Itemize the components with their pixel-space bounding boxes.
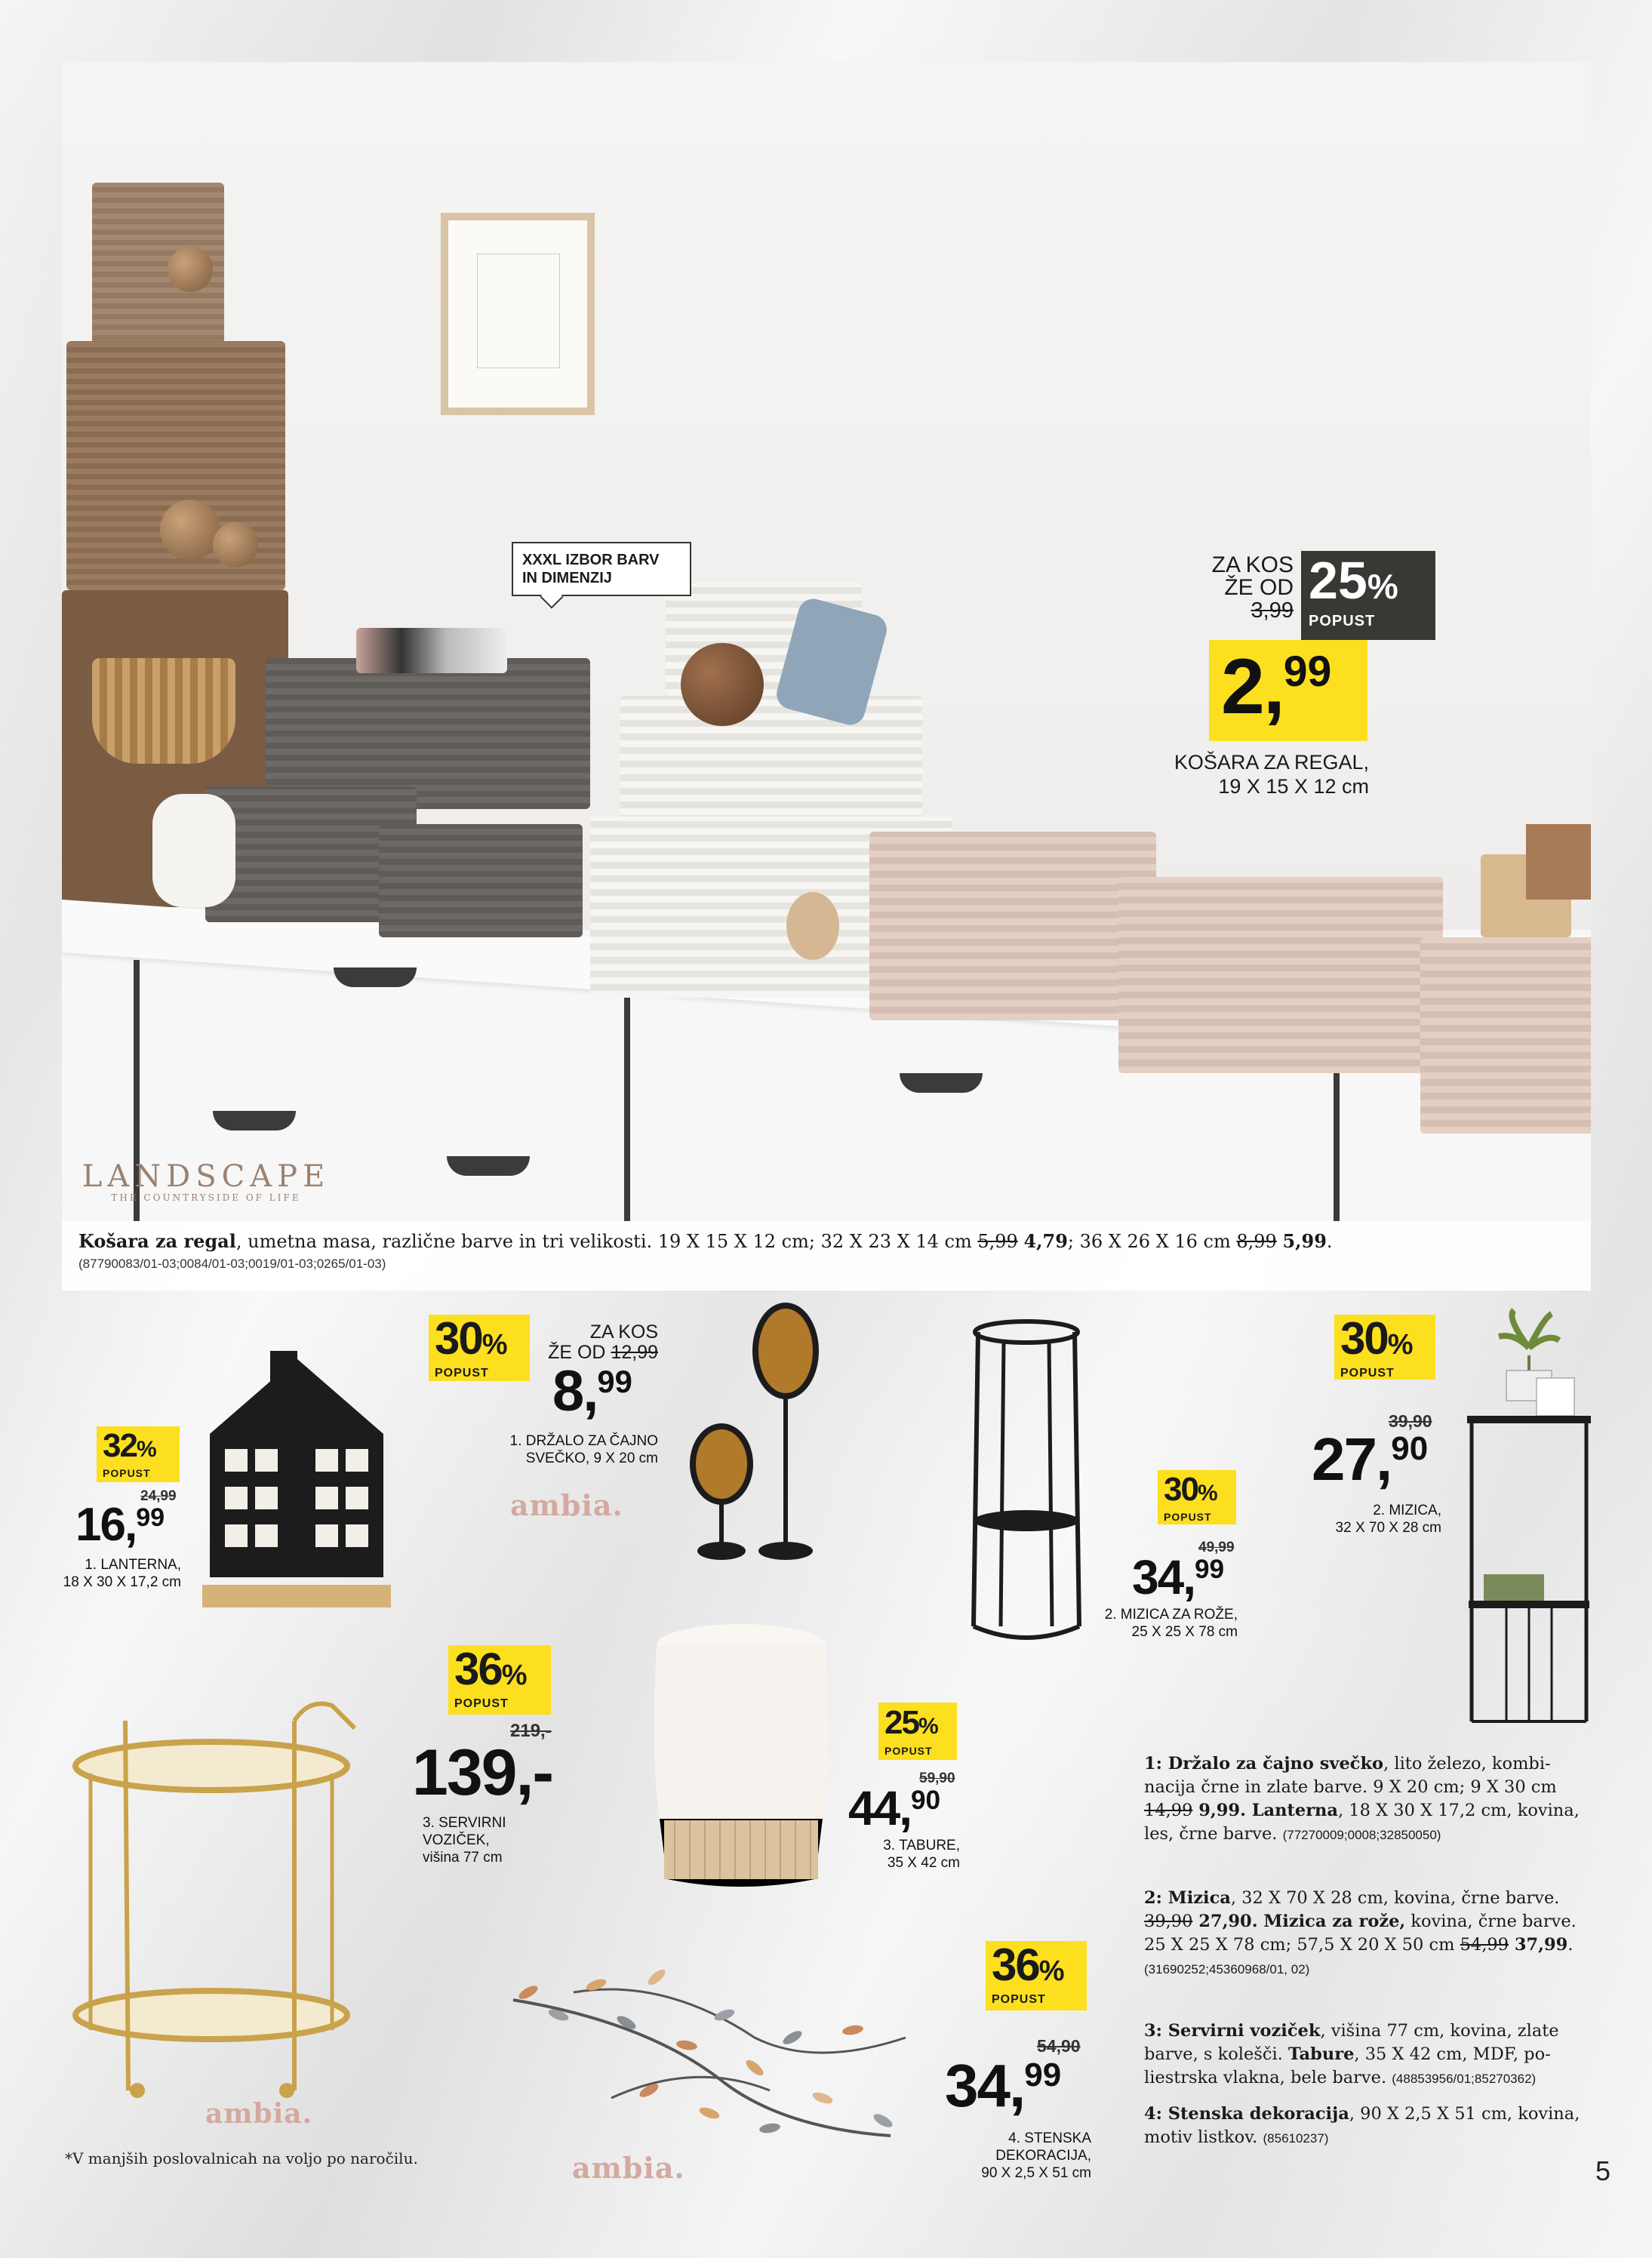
mizica-price: 27,90: [1312, 1426, 1429, 1493]
description-4: 4: Stenska dekoracija, 90 X 2,5 X 51 cm, kovina, motiv listkov. (85610237): [1144, 2104, 1580, 2147]
footnote: *V manjših poslovalnicah na voljo po naročilu.: [65, 2149, 418, 2167]
picture-frame: [441, 213, 595, 415]
side-table-image: [1461, 1303, 1597, 1729]
offer-old-price: 3,99: [1251, 598, 1294, 623]
offer-price: 2,99: [1221, 643, 1332, 731]
lanterna-price: 16,99: [75, 1499, 165, 1551]
dekoracija-label: 4. STENSKA DEKORACIJA, 90 X 2,5 X 51 cm: [981, 2130, 1091, 2181]
caption-strip: [62, 1221, 1591, 1291]
ambia-logo-3: ambia.: [572, 2151, 685, 2185]
white-pompom: [152, 794, 235, 907]
offer-product-label: KOŠARA ZA REGAL, 19 X 15 X 12 cm: [1174, 751, 1369, 798]
mizica-label: 2. MIZICA, 32 X 70 X 28 cm: [1335, 1503, 1441, 1536]
dekoracija-price: 34,99: [945, 2052, 1062, 2119]
basket-pink-2: [1118, 877, 1443, 1073]
lantern-image: [195, 1351, 400, 1615]
description-3: 3: Servirni voziček, višina 77 cm, kovina, zlate barve, s kolešči. Tabure, 35 X 42 cm, MDF, po- liestrska vlakna, bele barve. (48853956/01;85270362): [1144, 2021, 1559, 2087]
discount-badge-36b: 36% POPUST: [986, 1941, 1087, 2010]
discount-badge-25: 25% POPUST: [1301, 551, 1435, 640]
page-number: 5: [1595, 2155, 1611, 2186]
discount-badge-36: 36% POPUST: [448, 1645, 551, 1715]
dekoracija-old-price: 54,90: [1037, 2036, 1081, 2056]
tabure-old-price: 59,90: [919, 1770, 955, 1786]
description-2: 2: Mizica, 32 X 70 X 28 cm, kovina, črne barve. 39,90 27,90. Mizica za rože, kovina, črne barve. 25 X 25 X 78 cm; 57,5 X 20 X 50 cm 54,99 37,99. (31690252;45360968/01, 02): [1144, 1888, 1577, 1977]
tabure-label: 3. TABURE, 35 X 42 cm: [883, 1838, 960, 1871]
caption-text: Košara za regal, umetna masa, različne barve in tri velikosti. 19 X 15 X 12 cm; 32 X 23 X 14 cm 5,99 4,79; 36 X 26 X 16 cm 8,99 5,99.: [78, 1230, 1333, 1252]
landscape-logo: LANDSCAPE THE COUNTRYSIDE OF LIFE: [82, 1159, 331, 1203]
vozicek-label: 3. SERVIRNI VOZIČEK, višina 77 cm: [423, 1815, 506, 1866]
discount-badge-32: 32% POPUST: [97, 1426, 180, 1482]
discount-badge-25b: 25% POPUST: [878, 1703, 957, 1760]
discount-badge-30b: 30% POPUST: [1158, 1470, 1236, 1524]
ambia-logo: ambia.: [510, 1488, 623, 1522]
discount-badge-30: 30% POPUST: [429, 1315, 530, 1381]
offer-prefix-2: ŽE OD: [1224, 575, 1294, 600]
mizica-old-price: 39,90: [1389, 1411, 1432, 1431]
offer-prefix-1: ZA KOS: [1211, 552, 1294, 577]
mizica-roze-old-price: 49,99: [1198, 1540, 1235, 1555]
speech-line-1: XXXL IZBOR BARV: [522, 552, 660, 568]
books: [1526, 824, 1591, 900]
drzalo-price: 8,99: [552, 1359, 632, 1423]
basket-pink-1: [869, 832, 1156, 1020]
description-1: 1: Držalo za čajno svečko, lito železo, kombi- nacija črne in zlate barve. 9 X 20 cm; 9 X 30 cm 14,99 9,99. Lanterna, 18 X 30 X 17,2 cm, kovina, les, črne barve. (77270009;0008;32850050): [1144, 1754, 1580, 1844]
tabure-price: 44,90: [848, 1781, 941, 1835]
drzalo-label: 1. DRŽALO ZA ČAJNO SVEČKO, 9 X 20 cm: [509, 1433, 658, 1466]
discount-badge-30c: 30% POPUST: [1334, 1315, 1435, 1380]
lanterna-old-price: 24,99: [140, 1488, 177, 1504]
vozicek-old-price: 219,-: [510, 1721, 552, 1741]
mizica-roze-price: 34,99: [1132, 1550, 1225, 1604]
wooden-tag: [786, 892, 839, 960]
drzalo-prefix: ZA KOS ŽE OD 12,99: [548, 1321, 658, 1363]
wall-decoration-image: [498, 1947, 921, 2173]
basket-grey-small: [379, 824, 583, 937]
serving-cart-image: [68, 1698, 385, 2109]
stool-image: [644, 1623, 838, 1890]
candle-holder-image: [684, 1298, 842, 1570]
drum: [92, 658, 235, 764]
basket-pink-3: [1420, 937, 1591, 1134]
caption-codes: (87790083/01-03;0084/01-03;0019/01-03;0265/01-03): [78, 1257, 386, 1271]
vozicek-price: 139,-: [412, 1737, 553, 1809]
speech-bubble: [512, 542, 691, 596]
plant-stand-image: [966, 1309, 1087, 1653]
speech-line-2: IN DIMENZIJ: [522, 570, 612, 586]
mizica-roze-label: 2. MIZICA ZA ROŽE, 25 X 25 X 78 cm: [1104, 1607, 1238, 1640]
lanterna-label: 1. LANTERNA, 18 X 30 X 17,2 cm: [63, 1557, 181, 1590]
ambia-logo-2: ambia.: [205, 2098, 313, 2130]
candle-jars: [356, 628, 507, 673]
